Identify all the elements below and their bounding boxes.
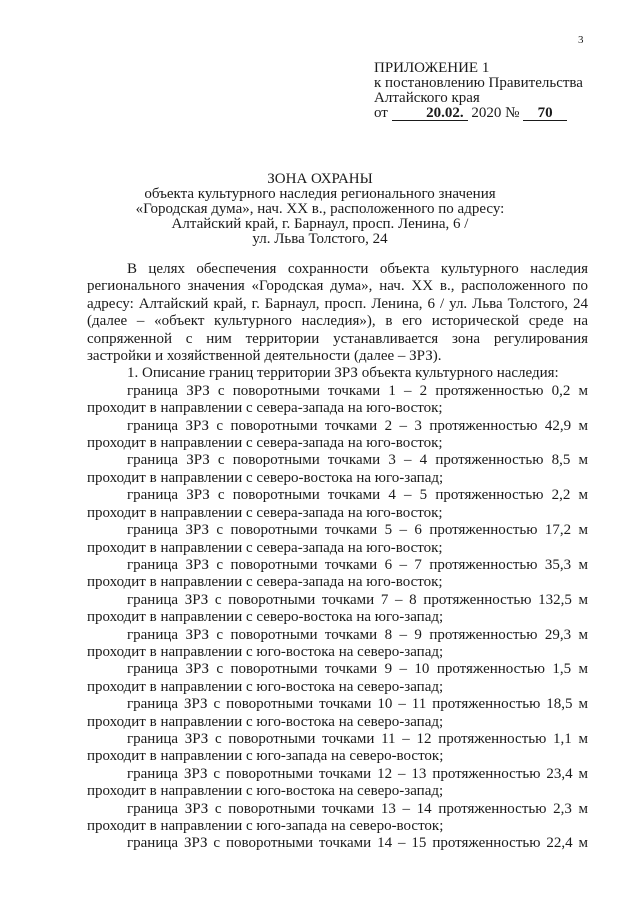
border-item-line-2: проходит в направлении с севера-запада на юго-восток;	[87, 504, 443, 521]
border-item-line-1: граница ЗРЗ с поворотными точками 8 – 9 протяженностью 29,3 м	[127, 626, 588, 643]
border-item-line-2: проходит в направлении с юго-востока на северо-запад;	[87, 713, 444, 730]
border-item	[87, 418, 588, 453]
border-item	[87, 383, 588, 418]
border-item-line-1: граница ЗРЗ с поворотными точками 4 – 5 протяженностью 2,2 м	[127, 487, 588, 504]
year-text: 2020 №	[471, 105, 520, 121]
border-item-line-1: граница ЗРЗ с поворотными точками 1 – 2 протяженностью 0,2 м	[127, 382, 588, 399]
number-value: 70	[523, 106, 567, 121]
document-title: ЗОНА ОХРАНЫ	[267, 171, 373, 187]
border-item	[87, 592, 588, 627]
intro-paragraph: В целях обеспечения сохранности объекта культурного наследия регионального значения «Городская дума», нач. XX в., расположенного по адресу: Алтайский край, г. Барнаул, просп. Ленина, 6 / ул. Льва Толстого, 24 (далее – «объект культурного наследия»), в его исторической среде на сопряженной с ним территории устанавливается зона регулирования застройки и хозяйственной деятельности (далее – ЗРЗ).	[87, 261, 588, 365]
border-item-line-2: проходит в направлении с севера-запада на юго-восток;	[87, 400, 443, 417]
border-item	[87, 627, 588, 662]
appendix-header	[374, 61, 583, 121]
border-item-line-1: граница ЗРЗ с поворотными точками 11 – 12 протяженностью 1,1 м	[127, 730, 588, 747]
border-item-line-2: проходит в направлении с северо-востока на юго-запад;	[87, 609, 444, 626]
section-heading: 1. Описание границ территории ЗРЗ объекта культурного наследия:	[127, 365, 559, 382]
border-item-line-1: граница ЗРЗ с поворотными точками 2 – 3 протяженностью 42,9 м	[127, 417, 588, 434]
title-line-4: ул. Льва Толстого, 24	[252, 231, 388, 247]
border-item	[87, 801, 588, 836]
title-line-1: объекта культурного наследия регионального значения	[144, 186, 496, 202]
border-item	[87, 452, 588, 487]
border-item-line-1: граница ЗРЗ с поворотными точками 12 – 13 протяженностью 23,4 м	[127, 765, 588, 782]
border-item-line-1: граница ЗРЗ с поворотными точками 13 – 14 протяженностью 2,3 м	[127, 800, 588, 817]
border-item	[87, 661, 588, 696]
date-prefix: от	[374, 105, 388, 121]
border-item	[87, 557, 588, 592]
appendix-title: ПРИЛОЖЕНИЕ 1	[374, 60, 490, 76]
appendix-line-3: Алтайского края	[374, 90, 480, 106]
border-item-line-1: граница ЗРЗ с поворотными точками 9 – 10 протяженностью 1,5 м	[127, 661, 588, 678]
border-item	[87, 835, 588, 852]
document-body	[87, 261, 588, 853]
appendix-line-2: к постановлению Правительства	[374, 75, 583, 91]
border-item	[87, 522, 588, 557]
border-item-line-2: проходит в направлении с юго-востока на северо-запад;	[87, 643, 444, 660]
appendix-date-line	[374, 106, 583, 121]
date-value: 20.02.	[392, 106, 468, 121]
border-item-line-2: проходит в направлении с юго-запада на северо-восток;	[87, 818, 444, 834]
title-line-2: «Городская дума», нач. XX в., расположенного по адресу:	[135, 201, 505, 217]
border-item-line-2: проходит в направлении с юго-запада на северо-восток;	[87, 748, 444, 765]
border-item-line-1: граница ЗРЗ с поворотными точками 10 – 11 протяженностью 18,5 м	[127, 696, 588, 713]
border-item	[87, 766, 588, 801]
border-item-line-1: граница ЗРЗ с поворотными точками 6 – 7 протяженностью 35,3 м	[127, 556, 588, 573]
border-item-line-1: граница ЗРЗ с поворотными точками 3 – 4 протяженностью 8,5 м	[127, 452, 588, 469]
document-title-block	[60, 172, 580, 247]
border-item-line-2: проходит в направлении с севера-запада на юго-восток;	[87, 539, 443, 556]
border-item	[87, 487, 588, 522]
borders-list	[87, 383, 588, 853]
border-item-line-1: граница ЗРЗ с поворотными точками 14 – 15 протяженностью 22,4 м	[127, 835, 588, 852]
border-item-line-2: проходит в направлении с севера-запада на юго-восток;	[87, 574, 443, 591]
border-item	[87, 696, 588, 731]
border-item-line-1: граница ЗРЗ с поворотными точками 5 – 6 протяженностью 17,2 м	[127, 522, 588, 539]
title-line-3: Алтайский край, г. Барнаул, просп. Ленина, 6 /	[171, 216, 469, 232]
border-item-line-1: граница ЗРЗ с поворотными точками 7 – 8 протяженностью 132,5 м	[127, 591, 588, 608]
border-item-line-2: проходит в направлении с севера-запада на юго-восток;	[87, 435, 443, 452]
border-item-line-2: проходит в направлении с юго-востока на северо-запад;	[87, 678, 444, 695]
border-item-line-2: проходит в направлении с юго-востока на северо-запад;	[87, 783, 444, 800]
border-item	[87, 731, 588, 766]
page-number: 3	[578, 34, 584, 46]
border-item-line-2: проходит в направлении с северо-востока на юго-запад;	[87, 469, 444, 486]
